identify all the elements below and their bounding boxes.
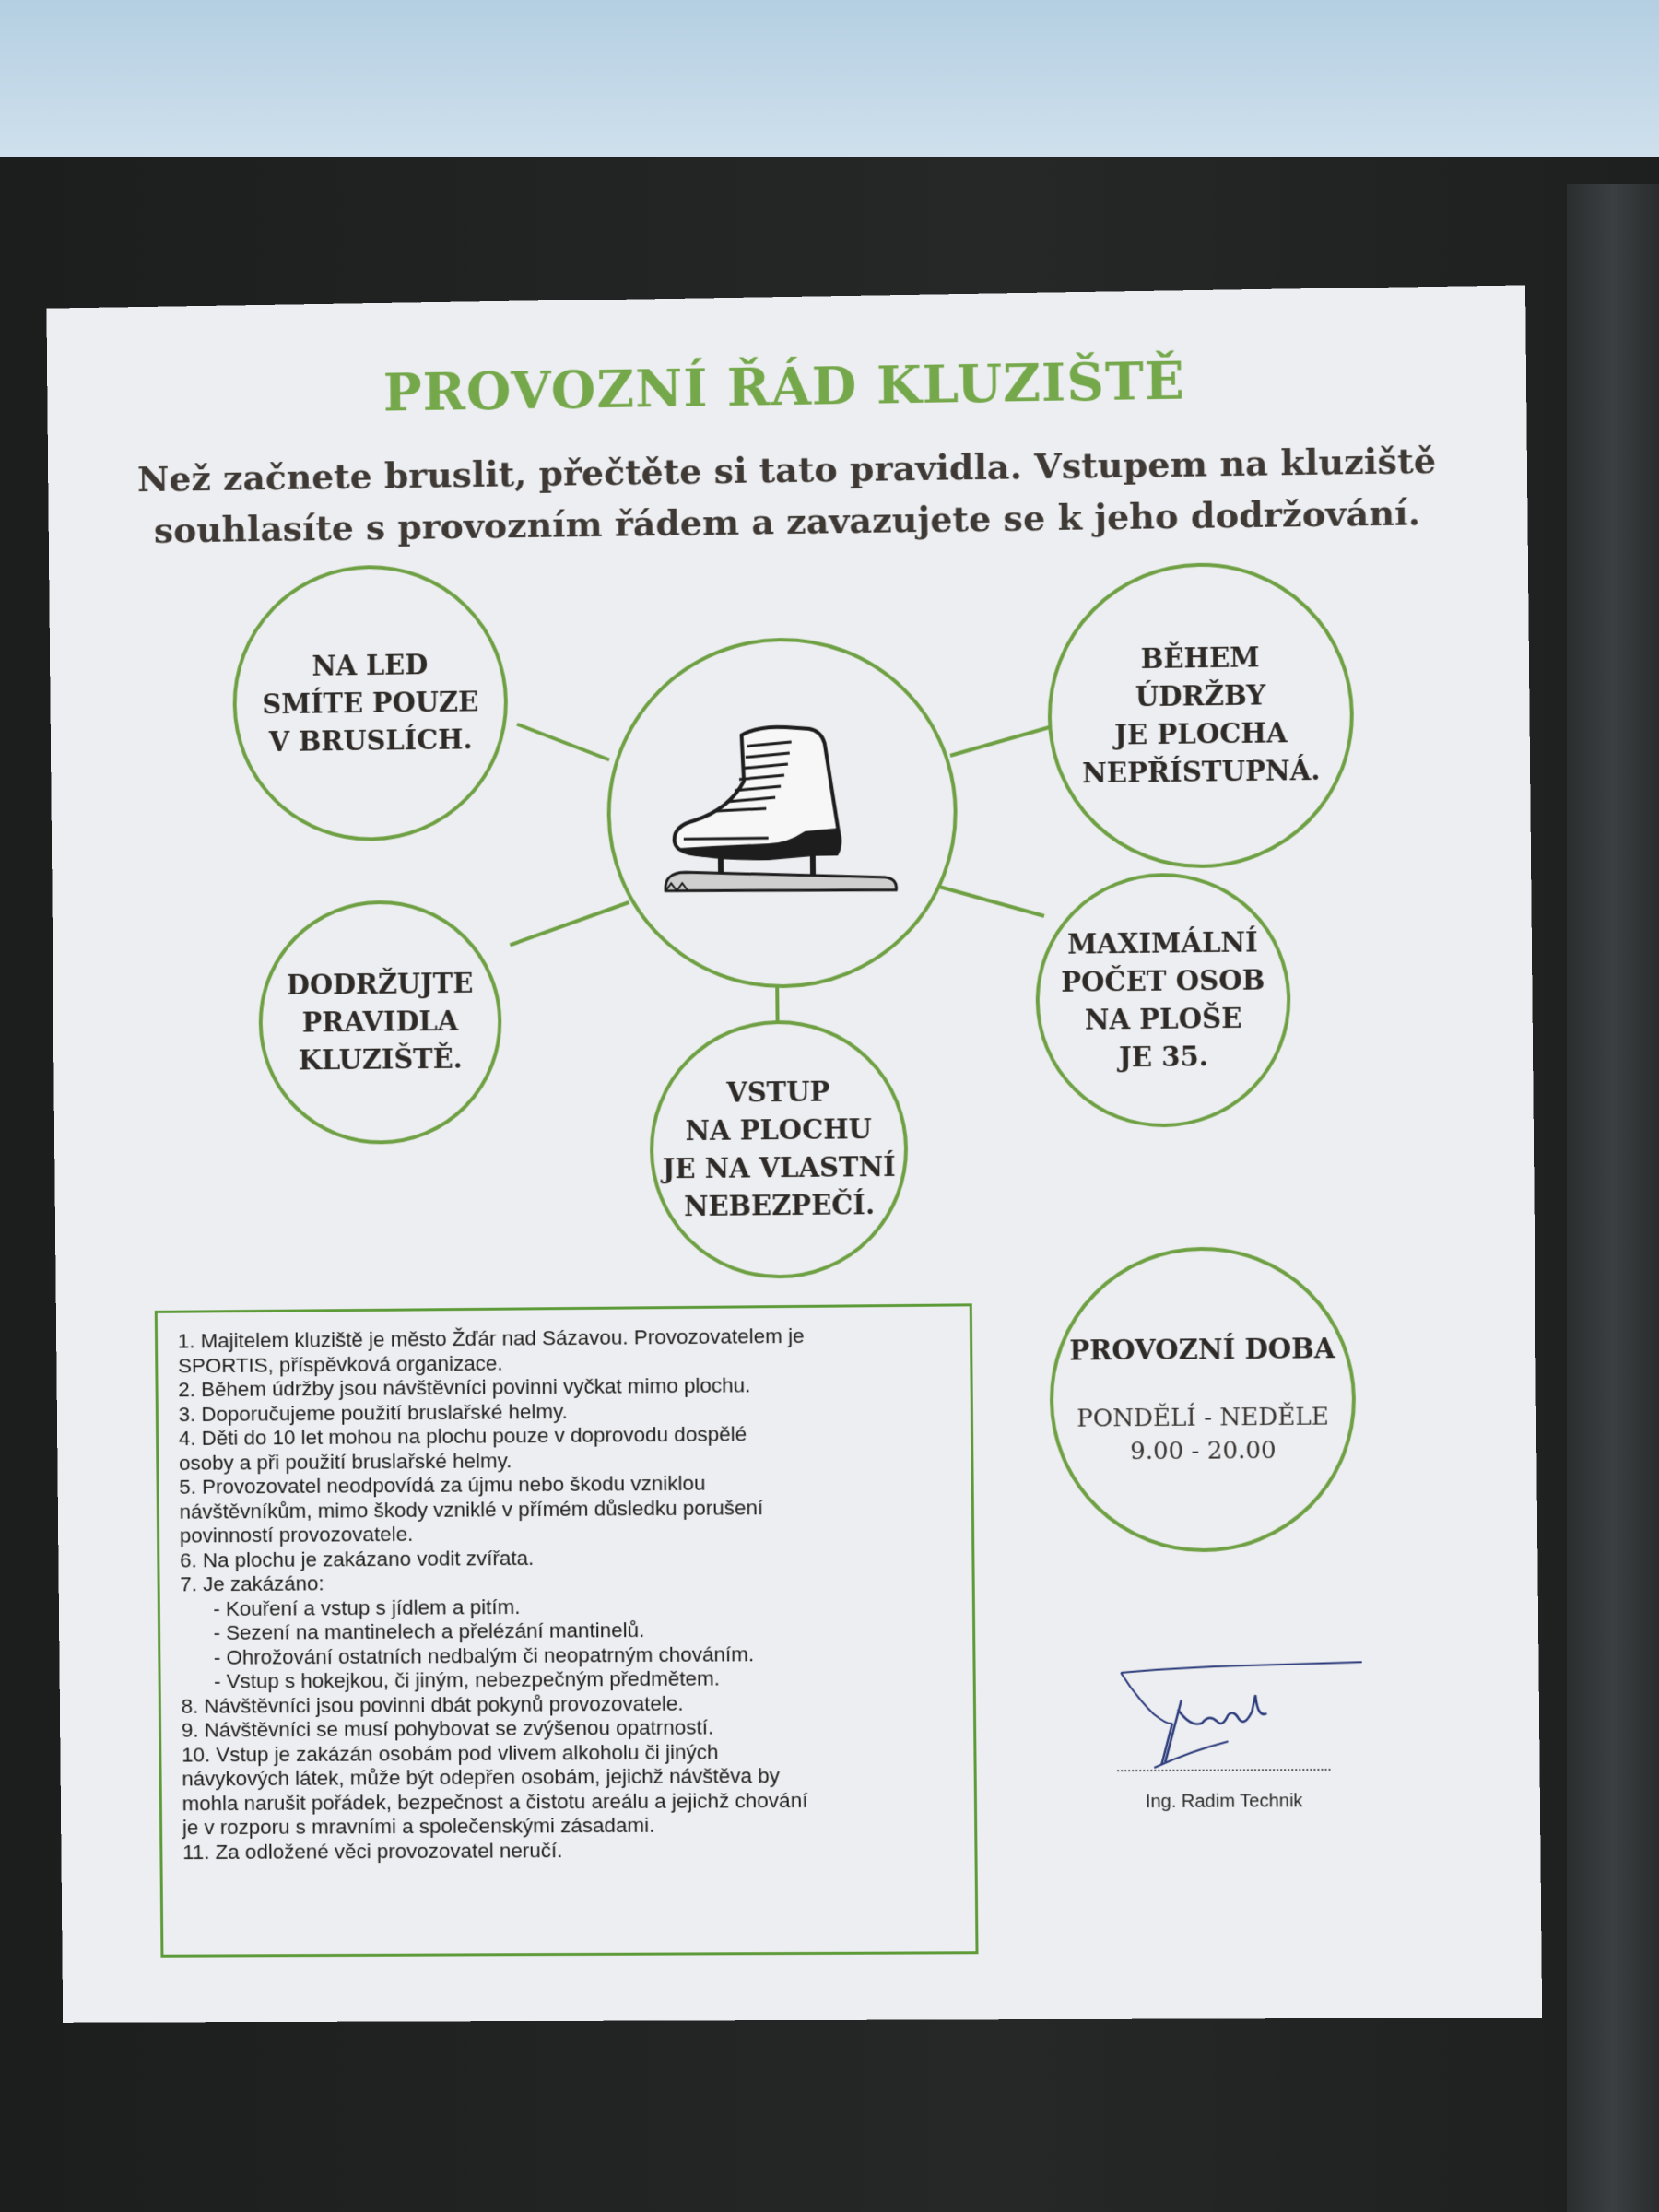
prohibited-item: - Kouření a vstup s jídlem a pitím. [213,1594,521,1620]
bubble-own-risk [649,1019,910,1280]
rule-item: 5. Provozovatel neodpovídá za újmu nebo škodu vzniklou návštěvníkům, mimo škody vzniklé v přímém důsledku porušení povinností provozovatele. [179,1471,764,1547]
connector-line [510,902,629,945]
connector-line [950,726,1053,755]
opening-hours-days: PONDĚLÍ - NEDĚLE [1077,1403,1330,1433]
rule-item: 6. Na plochu je zakázano vodit zvířata. [180,1546,535,1571]
signboard-post [1567,184,1659,2212]
rule-item: 10. Vstup je zakázán osobám pod vlivem alkoholu či jiných návykových látek, může být odepřen osobám, jejichž návštěva by mohla narušit pořádek, bezpečnost a čistotu areálu a jejichž chování je v rozporu s mravními a společenskými zásadami. [182,1739,808,1840]
opening-hours-title: PROVOZNÍ DOBA [1069,1333,1335,1367]
bubble-text: MAXIMÁLNÍ POČET OSOB NA PLOŠE JE 35. [1061,925,1265,1073]
rule-item: 8. Návštěvníci jsou povinni dbát pokynů provozovatele. [181,1691,684,1718]
opening-hours-bubble [1048,1246,1357,1554]
rules-box [155,1303,979,1957]
bubble-text: NA LED SMÍTE POUZE V BRUSLÍCH. [262,648,479,758]
ice-skate-icon [657,714,908,911]
bubble-text: VSTUP NA PLOCHU JE NA VLASTNÍ NEBEZPEČÍ. [662,1076,896,1223]
rule-item: 7. Je zakázáno: [180,1571,324,1596]
rules-list [178,1324,955,1865]
signature-image [1116,1657,1395,1779]
prohibited-item: - Ohrožování ostatních nedbalým či neopatrným chováním. [213,1641,755,1669]
poster-title: PROVOZNÍ ŘÁD KLUZIŠTĚ [382,350,1186,424]
rule-item: 1. Majitelem kluziště je město Žďár nad Sázavou. Provozovatelem je SPORTIS, příspěvková organizace. [177,1324,805,1377]
rules-poster [46,285,1542,2022]
rule-item: 11. Za odložené věci provozovatel neručí. [182,1838,563,1864]
rule-item: 9. Návštěvníci se musí pohybovat se zvýšenou opatrností. [181,1715,714,1742]
rule-item: 2. Během údržby jsou návštěvníci povinni vyčkat mimo plochu. [178,1373,751,1402]
prohibited-item: - Vstup s hokejkou, či jiným, nebezpečným předmětem. [213,1666,721,1693]
rule-item: 4. Děti do 10 let mohou na plochu pouze v doprovodu dospělé osoby a při použití bruslařské helmy. [178,1422,747,1475]
connector-line [933,884,1044,917]
opening-hours-content [1069,1333,1336,1466]
bubble-text: BĚHEM ÚDRŽBY JE PLOCHA NEPŘÍSTUPNÁ. [1082,641,1321,790]
bubble-follow-rules [258,900,503,1146]
rule-item: 3. Doporučujeme použití bruslařské helmy. [178,1399,568,1426]
signer-name: Ing. Radim Technik [1145,1791,1303,1813]
prohibited-item: - Sezení na mantinelech a přelézání mantinelů. [213,1618,645,1644]
connector-line [517,723,609,760]
poster-intro: Než začnete bruslit, přečtěte si tato pravidla. Vstupem na kluziště souhlasíte s provozním řádem a zavazujete se k jeho dodržování. [136,439,1437,551]
signature-area [1116,1657,1395,1797]
bubble-text: DODRŽUJTE PRAVIDLA KLUZIŠTĚ. [286,967,474,1077]
opening-hours-time: 9.00 - 20.00 [1129,1437,1277,1466]
bubble-max-capacity [1034,872,1291,1129]
